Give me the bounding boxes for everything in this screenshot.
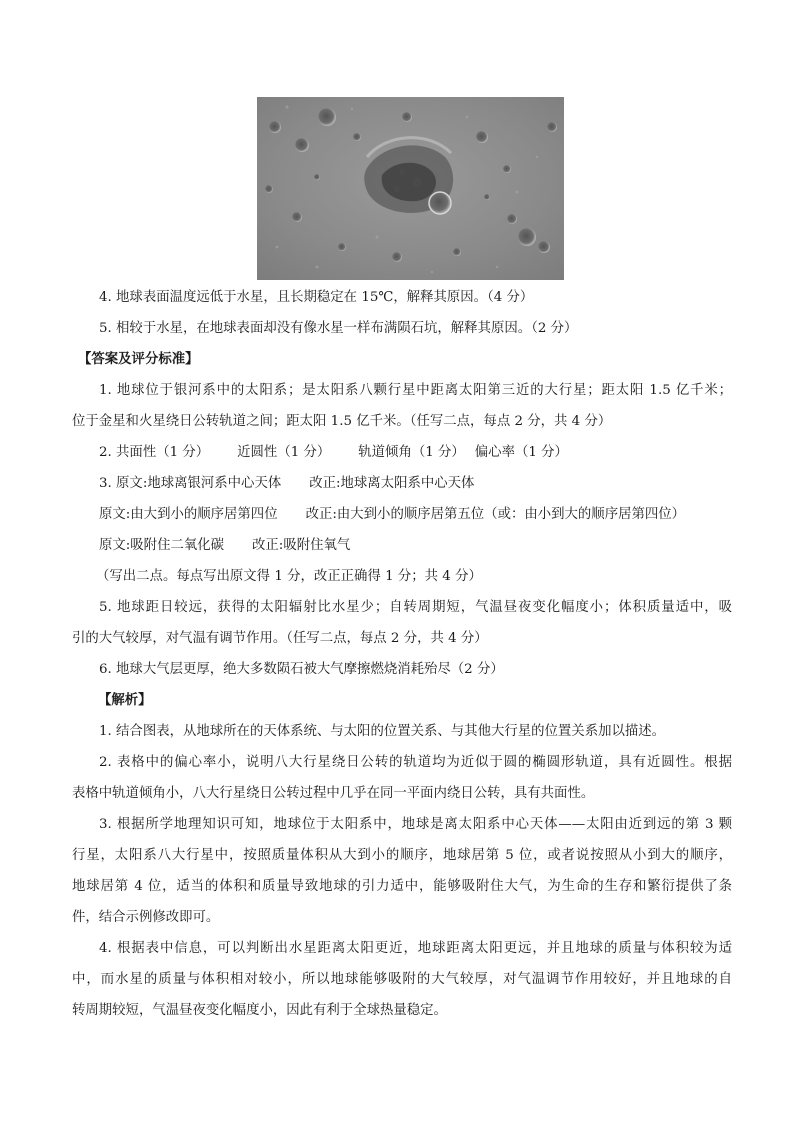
- analysis-3-line-3: 地球居第 4 位，适当的体积和质量导致地球的引力适中，能够吸附住大气，为生命的生存和繁衍提供了条: [72, 879, 732, 894]
- answer-5-line-2: 引的大气较厚，对气温有调节作用。（任写二点，每点 2 分，共 4 分）: [72, 631, 488, 646]
- answer-2-item-1: 2. 共面性（1 分）: [99, 445, 210, 460]
- question-5: 5. 相较于水星，在地球表面却没有像水星一样布满陨石坑，解释其原因。（2 分）: [99, 321, 578, 336]
- document-body: [72, 282, 732, 1026]
- answer-3-row-2: [72, 499, 732, 530]
- answer-1-line-1: 1. 地球位于银河系中的太阳系；是太阳系八颗行星中距离太阳第三近的大行星；距太阳 1.5 亿千米；: [99, 383, 732, 398]
- answer-3-row-1: [72, 468, 732, 499]
- analysis-3-line-1: 3. 根据所学地理知识可知，地球位于太阳系中，地球是离太阳系中心天体——太阳由近到远的第 3 颗: [99, 817, 732, 832]
- question-4: 4. 地球表面温度远低于水星，且长期稳定在 15℃，解释其原因。（4 分）: [99, 290, 534, 305]
- analysis-4-line-3: 转周期较短，气温昼夜变化幅度小，因此有利于全球热量稳定。: [72, 1003, 447, 1018]
- answer-2-item-2: 近圆性（1 分）: [237, 445, 331, 460]
- answer-2-item-4: 偏心率（1 分）: [474, 445, 568, 460]
- answer-3-row-2-correction: 改正:由大到小的顺序居第五位（或：由小到大的顺序居第四位）: [305, 507, 686, 522]
- answer-3-row-2-original: 原文:由大到小的顺序居第四位: [99, 507, 278, 522]
- mercury-surface-image: [257, 97, 564, 280]
- answer-3-row-1-original: 3. 原文:地球离银河系中心天体: [99, 476, 282, 491]
- analysis-3-line-4: 件，结合示例修改即可。: [72, 910, 220, 925]
- analysis-3-line-2: 行星，太阳系八大行星中，按照质量体积从大到小的顺序，地球居第 5 位，或者说按照从小到大的顺序，: [72, 848, 732, 863]
- analysis-2-line-2: 表格中轨道倾角小，八大行星绕日公转过程中几乎在同一平面内绕日公转，具有共面性。: [72, 786, 595, 801]
- answer-2: [72, 437, 732, 468]
- answer-3-row-3: [72, 530, 732, 561]
- analysis-4-line-1: 4. 根据表中信息，可以判断出水星距离太阳更近，地球距离太阳更远，并且地球的质量与体积较为适: [99, 941, 732, 956]
- answer-3-note: （写出二点。每点写出原文得 1 分，改正正确得 1 分；共 4 分）: [96, 569, 482, 584]
- analysis-2-line-1: 2. 表格中的偏心率小，说明八大行星绕日公转的轨道均为近似于圆的椭圆形轨道，具有近圆性。根据: [99, 755, 732, 770]
- answer-3-row-1-correction: 改正:地球离太阳系中心天体: [309, 476, 475, 491]
- answer-5-line-1: 5. 地球距日较远，获得的太阳辐射比水星少；自转周期短，气温昼夜变化幅度小；体积质量适中，吸: [99, 600, 732, 615]
- mercury-crater-photo: [257, 97, 564, 280]
- answer-2-item-3: 轨道倾角（1 分）: [358, 445, 465, 460]
- answer-3-row-3-original: 原文:吸附住二氧化碳: [99, 538, 225, 553]
- analysis-heading: 【解析】: [98, 692, 152, 708]
- answer-6: 6. 地球大气层更厚，绝大多数陨石被大气摩擦燃烧消耗殆尽（2 分）: [99, 662, 504, 677]
- analysis-4-line-2: 中，而水星的质量与体积相对较小，所以地球能够吸附的大气较厚，对气温调节作用较好，并且地球的自: [72, 972, 732, 987]
- answer-heading: 【答案及评分标准】: [78, 351, 199, 367]
- analysis-1: 1. 结合图表，从地球所在的天体系统、与太阳的位置关系、与其他大行星的位置关系加以描述。: [99, 724, 666, 739]
- answer-3-row-3-correction: 改正:吸附住氧气: [252, 538, 351, 553]
- answer-1-line-2: 位于金星和火星绕日公转轨道之间；距太阳 1.5 亿千米。（任写二点，每点 2 分，共 4 分）: [72, 414, 612, 429]
